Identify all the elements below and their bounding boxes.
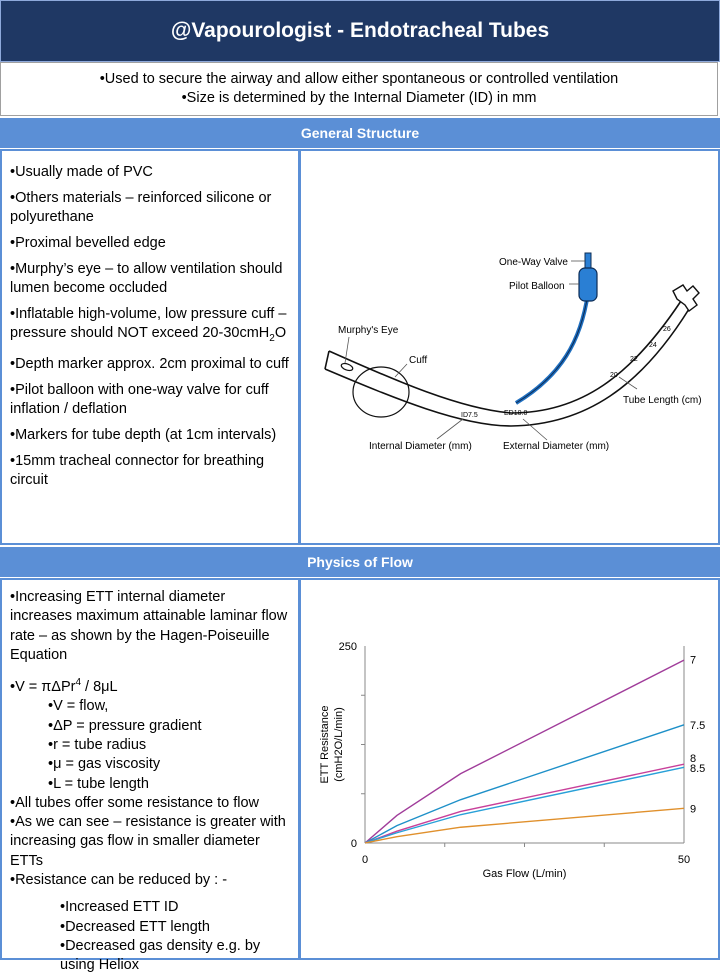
cuff-label: Cuff: [409, 355, 428, 366]
series-label: 8.5: [690, 763, 706, 776]
equation-exponent: 4: [75, 677, 82, 689]
y-axis-label: ETT Resistance: [319, 705, 331, 784]
pilot-balloon: [579, 268, 597, 301]
physics-text-panel: [0, 578, 300, 974]
resistance-chart-panel: [299, 578, 720, 960]
structure-item: •Markers for tube depth (at 1cm intervals): [10, 426, 277, 443]
reduction-item: •Decreased ETT length: [60, 918, 210, 935]
resistance-chart: [301, 580, 718, 958]
intro-line-purpose: •Used to secure the airway and allow either spontaneous or controlled ventilation: [99, 71, 619, 87]
hagen-poiseuille-equation: [10, 673, 290, 697]
ed-marking: ED10.0: [504, 410, 528, 417]
structure-item-cuff: [10, 305, 290, 348]
series-line-8: [365, 764, 684, 843]
y-axis-label-units: (cmH2O/L/min): [333, 707, 345, 782]
physics-point: •As we can see – resistance is greater with increasing gas flow in smaller diameter ETTs: [10, 814, 286, 869]
structure-item: •Murphy’s eye – to allow ventilation should lumen become occluded: [10, 261, 283, 296]
x-tick-label: 50: [677, 854, 691, 866]
structure-item: •Usually made of PVC: [10, 164, 153, 180]
series-label: 7: [690, 654, 697, 667]
structure-item-cuff-unit: O: [274, 325, 287, 341]
page-title: @Vapourologist - Endotracheal Tubes: [170, 19, 550, 42]
equation-definition: •V = flow,: [48, 698, 109, 715]
equation-definition: •r = tube radius: [48, 736, 147, 753]
depth-marker: 22: [630, 356, 638, 363]
x-axis-label: Gas Flow (L/min): [482, 868, 567, 880]
x-tick-label: 0: [361, 854, 369, 866]
structure-item: •Others materials – reinforced silicone or polyurethane: [10, 190, 272, 225]
reduction-item: •Increased ETT ID: [60, 899, 179, 916]
subscript-two: 2: [269, 332, 275, 344]
y-tick-label: 250: [338, 641, 357, 653]
tube-length-label: Tube Length (cm): [623, 395, 702, 406]
structure-item: •Proximal bevelled edge: [10, 235, 166, 251]
page-header: [0, 0, 720, 62]
section-title-structure: General Structure: [300, 125, 420, 141]
intro-box: [0, 62, 718, 116]
physics-point: •All tubes offer some resistance to flow: [10, 794, 260, 811]
internal-leader: [437, 419, 463, 439]
bevelled-tip: [325, 351, 329, 369]
murphy-label: Murphy's Eye: [338, 325, 399, 336]
equation-right: / 8μL: [81, 679, 118, 696]
structure-item: •Depth marker approx. 2cm proximal to cuff: [10, 355, 289, 372]
section-header-structure: [0, 118, 720, 148]
structure-item-cuff-text: •Inflatable high-volume, low pressure cuff – pressure should NOT exceed 20-30cmH: [10, 306, 287, 341]
tube-diagram-panel: [299, 149, 720, 545]
section-title-physics: Physics of Flow: [307, 554, 413, 570]
equation-definition: •L = tube length: [48, 775, 149, 792]
murphys-eye-hole: [340, 362, 353, 372]
section-header-physics: [0, 547, 720, 577]
valve-label: One-Way Valve: [499, 257, 568, 268]
series-line-7: [365, 660, 684, 843]
chart-labels: [319, 641, 705, 880]
internal-diameter-label: Internal Diameter (mm): [369, 441, 472, 452]
series-label: 9: [690, 803, 697, 816]
pilot-line: [516, 293, 588, 403]
series-label: 7.5: [690, 719, 706, 732]
one-way-valve: [585, 253, 591, 269]
equation-definition: •μ = gas viscosity: [48, 756, 161, 773]
structure-item: •Pilot balloon with one-way valve for cuff inflation / deflation: [10, 381, 269, 417]
endotracheal-tube-diagram: [301, 151, 718, 543]
pilot-line-edge: [516, 293, 588, 403]
series-label: 8: [690, 752, 697, 765]
depth-marker: 20: [610, 372, 618, 379]
depth-marker: 24: [649, 342, 657, 349]
structure-list-panel: [0, 149, 300, 545]
equation-left: •V = πΔPr: [10, 679, 76, 696]
series-line-7-5: [365, 725, 684, 843]
intro-line-size: •Size is determined by the Internal Diameter (ID) in mm: [181, 90, 537, 106]
physics-intro: •Increasing ETT internal diameter increases maximum attainable laminar flow rate – as shown by the Hagen-Poiseuille Equation: [10, 589, 288, 663]
structure-item: •15mm tracheal connector for breathing circuit: [10, 452, 265, 488]
y-tick-label: 0: [350, 838, 357, 850]
chart-axes: [361, 646, 684, 847]
depth-marker: 26: [663, 326, 671, 333]
reduction-item: •Decreased gas density e.g. by using Heliox: [60, 937, 261, 974]
balloon-label: Pilot Balloon: [509, 281, 565, 292]
external-diameter-label: External Diameter (mm): [503, 441, 610, 452]
id-marking: ID7.5: [461, 412, 478, 419]
chart-series: [365, 660, 684, 843]
equation-definition: •ΔP = pressure gradient: [48, 717, 202, 734]
physics-point: •Resistance can be reduced by : -: [10, 871, 228, 888]
